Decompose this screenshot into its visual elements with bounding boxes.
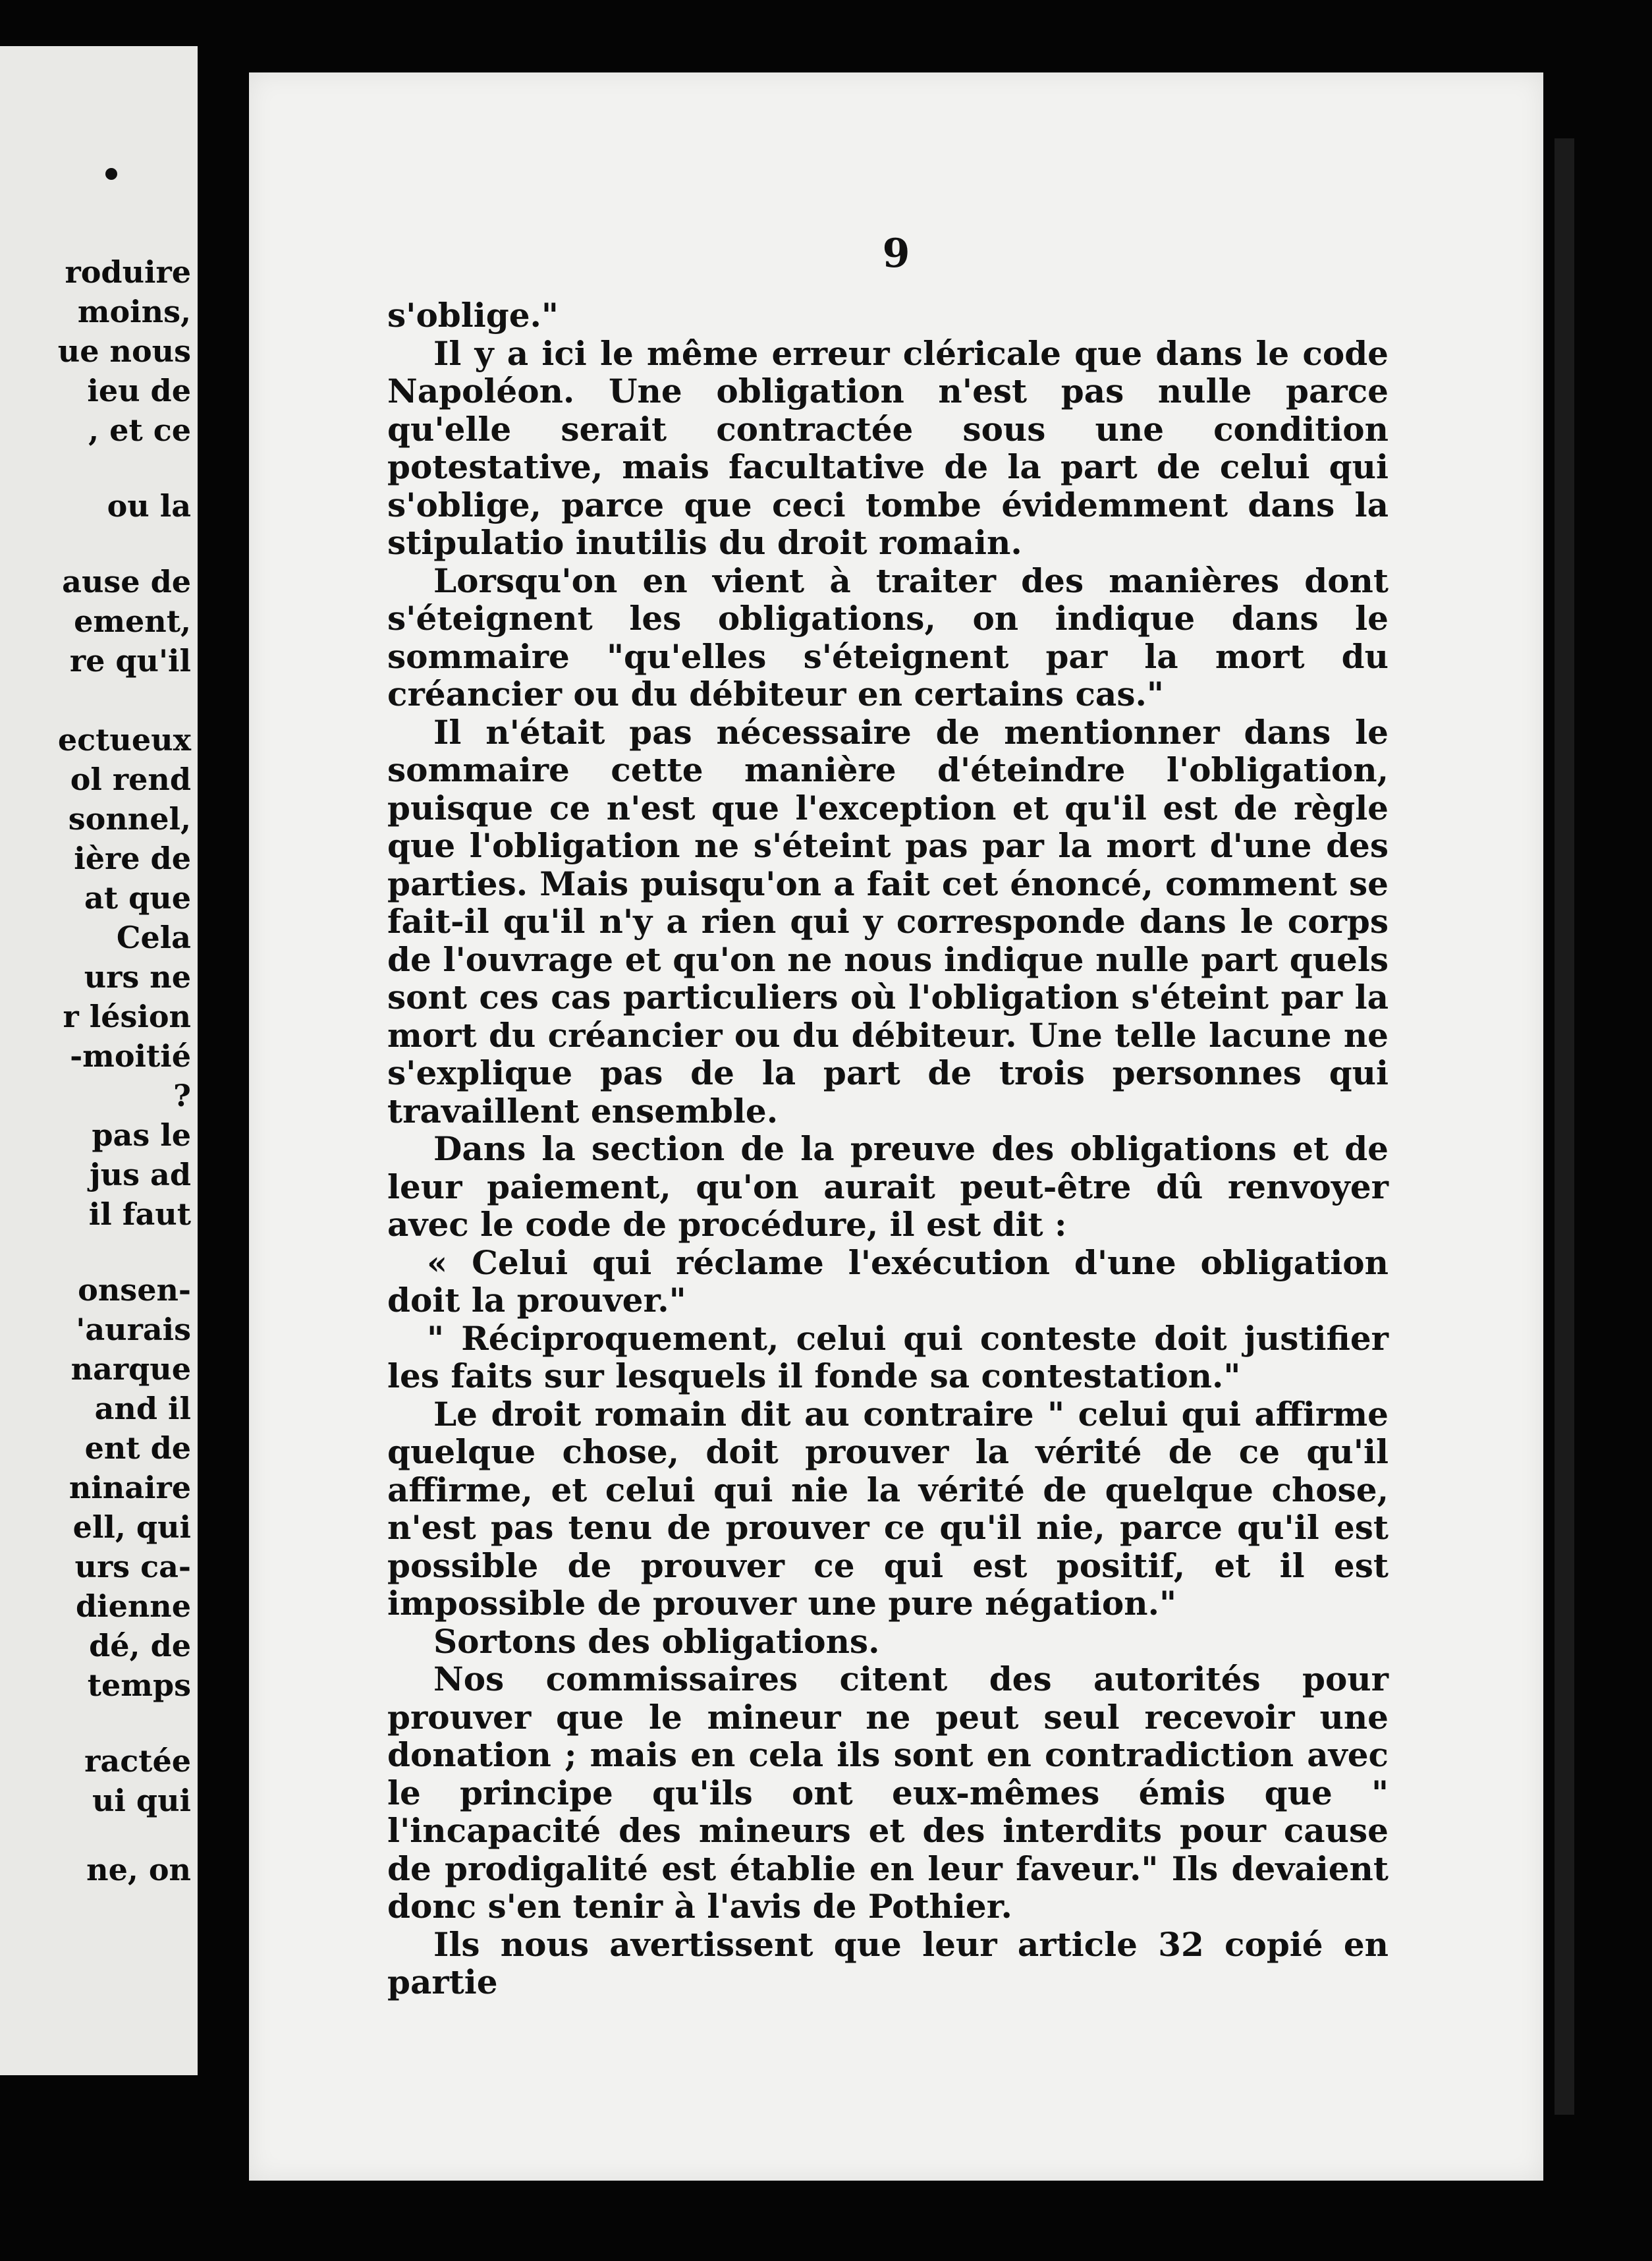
- left-page-line: ell, qui: [72, 1509, 191, 1545]
- left-page-fragment: [0, 46, 198, 2075]
- left-page-line: dienne: [75, 1588, 191, 1624]
- body-paragraph: Nos commissaires citent des autorités pour prouver que le mineur ne peut seul recevoir une donation ; mais en cela ils sont en contradiction avec le principe qu'ils ont eux-mêmes émis que " l'incapacité des mineurs et des interdits pour cause de prodigalité est établie en leur faveur." Ils devaient donc s'en tenir à l'avis de Pothier.: [387, 1660, 1389, 1926]
- left-page-line: re qu'il: [69, 643, 191, 679]
- left-page-line: ause de: [62, 564, 191, 600]
- left-page-line: narque: [70, 1351, 191, 1387]
- left-page-line: ue nous: [57, 333, 191, 369]
- left-page-line: ent de: [84, 1430, 191, 1466]
- left-page-line: ou la: [107, 488, 191, 524]
- left-page-line: ninaire: [69, 1470, 191, 1505]
- body-paragraph: Lorsqu'on en vient à traiter des manières dont s'éteignent les obligations, on indique dans le sommaire "qu'elles s'éteignent par la mort du créancier ou du débiteur en certains cas.": [387, 561, 1389, 713]
- body-paragraph: s'oblige.": [387, 296, 559, 335]
- left-page-line: ière de: [74, 841, 191, 876]
- body-paragraph: Le droit romain dit au contraire " celui qui affirme quelque chose, doit prouver la vérité de ce qu'il affirme, et celui qui nie la vérité de quelque chose, n'est pas tenu de prouver ce qu'il nie, parce qu'il est possible de prouver ce qui est positif, et il est impossible de prouver une pure négation.": [387, 1394, 1389, 1623]
- left-page-line: ectueux: [57, 722, 191, 758]
- body-paragraph: Il y a ici le même erreur cléricale que dans le code Napoléon. Une obligation n'est pas nulle parce qu'elle serait contractée sous une condition potestative, mais facultative de la part de celui qui s'oblige, parce que ceci tombe évidemment dans la stipulatio inutilis du droit romain.: [387, 333, 1389, 562]
- quoted-paragraph: « Celui qui réclame l'exécution d'une obligation doit la prouver.": [387, 1242, 1389, 1320]
- left-page-line: urs ne: [84, 959, 191, 995]
- left-page-line: il faut: [88, 1196, 191, 1232]
- ink-dot: [105, 168, 117, 180]
- left-page-line: pas le: [92, 1117, 191, 1153]
- left-page-line: ?: [173, 1078, 191, 1113]
- book-page: [249, 72, 1543, 2181]
- left-page-line: onsen-: [78, 1272, 191, 1308]
- page-edge: [1555, 138, 1574, 2115]
- left-page-line: at que: [84, 880, 191, 916]
- left-page-line: 'aurais: [76, 1312, 191, 1347]
- left-page-line: moins,: [77, 294, 191, 329]
- page-number: 9: [882, 231, 910, 277]
- left-page-line: temps: [87, 1667, 191, 1703]
- left-page-line: ol rend: [70, 762, 191, 797]
- body-paragraph: Dans la section de la preuve des obligations et de leur paiement, qu'on aurait peut-être dû renvoyer avec le code de procédure, il est dit :: [387, 1129, 1389, 1244]
- page-body: [387, 296, 1389, 2001]
- left-page-line: and il: [94, 1391, 191, 1426]
- left-page-line: , et ce: [88, 412, 191, 448]
- left-page-line: roduire: [65, 254, 191, 290]
- left-page-line: urs ca-: [74, 1549, 191, 1584]
- body-paragraph: Ils nous avertissent que leur article 32 copié en partie: [387, 1924, 1389, 2001]
- left-page-line: Cela: [116, 920, 191, 955]
- left-page-line: jus ad: [90, 1157, 191, 1192]
- left-page-line: sonnel,: [68, 801, 191, 837]
- left-page-line: ieu de: [87, 373, 191, 408]
- left-page-line: ement,: [74, 603, 191, 639]
- body-paragraph: Sortons des obligations.: [433, 1621, 880, 1661]
- left-page-line: r lésion: [63, 999, 191, 1034]
- body-paragraph: Il n'était pas nécessaire de mentionner dans le sommaire cette manière d'éteindre l'obligation, puisque ce n'est que l'exception et qu'il est de règle que l'obligation ne s'éteint pas par la mort d'une des parties. Mais puisqu'on a fait cet énoncé, comment se fait-il qu'il n'y a rien qui y corresponde dans le corps de l'ouvrage et qu'on ne nous indique nulle part quels sont ces cas particuliers où l'obligation s'éteint par la mort du créancier ou du débiteur. Une telle lacune ne s'explique pas de la part de trois personnes qui travaillent ensemble.: [387, 712, 1389, 1130]
- left-page-line: ractée: [84, 1743, 191, 1779]
- left-page-line: dé, de: [89, 1628, 191, 1663]
- quoted-paragraph: " Réciproquement, celui qui conteste doit justifier les faits sur lesquels il fonde sa contestation.": [387, 1318, 1389, 1395]
- left-page-line: ne, on: [86, 1852, 191, 1887]
- left-page-line: -moitié: [70, 1038, 191, 1074]
- left-page-line: ui qui: [92, 1783, 191, 1818]
